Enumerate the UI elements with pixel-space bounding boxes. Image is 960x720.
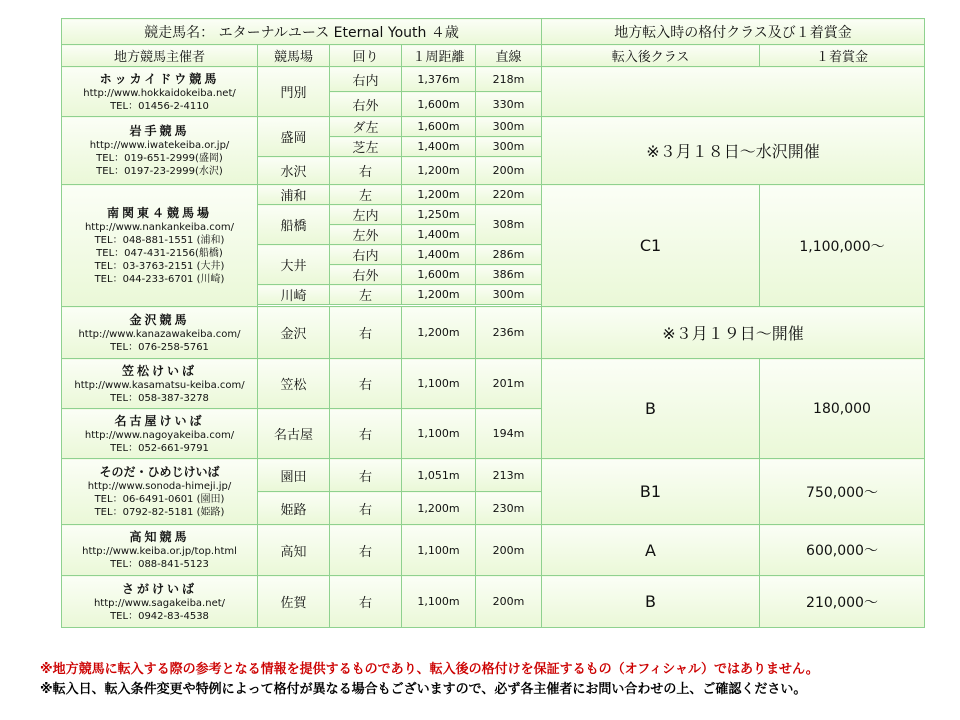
turn-cell: 芝左 [330, 137, 402, 157]
venue-kochi: 高知 [258, 525, 330, 576]
venue-sonoda: 園田 [258, 459, 330, 492]
horse-title: 競走馬名： エターナルユース Eternal Youth ４歳 [62, 19, 542, 45]
col-lap: １周距離 [402, 45, 476, 67]
iwate-note: ※３月１８日～水沢開催 [542, 117, 925, 185]
venue-kasamatsu: 笠松 [258, 359, 330, 409]
org-tel: TEL：076-258-5761 [110, 341, 209, 353]
lap-cell: 1,200m [402, 307, 476, 359]
straight-cell: 330m [476, 92, 542, 117]
venue-saga: 佐賀 [258, 576, 330, 628]
venue-mizusawa: 水沢 [258, 157, 330, 185]
venue-nagoya: 名古屋 [258, 409, 330, 459]
turn-cell: 右内 [330, 245, 402, 265]
org-name: そのだ・ひめじけいば [99, 465, 220, 479]
turn-cell: 右 [330, 409, 402, 459]
turn-cell: 右 [330, 157, 402, 185]
lap-cell: 1,600m [402, 265, 476, 285]
col-straight: 直線 [476, 45, 542, 67]
org-tel: TEL：03-3763-2151 (大井) [94, 261, 225, 272]
footnotes [40, 660, 940, 700]
col-prize: １着賞金 [760, 45, 925, 67]
venue-kanazawa: 金沢 [258, 307, 330, 359]
org-url[interactable]: http://www.keiba.or.jp/top.html [82, 546, 237, 557]
org-sonoda-himeji [62, 459, 258, 525]
venue-himeji: 姫路 [258, 492, 330, 525]
org-name: 高知競馬 [129, 530, 190, 544]
lap-cell: 1,100m [402, 359, 476, 409]
straight-cell: 236m [476, 307, 542, 359]
lap-cell: 1,100m [402, 576, 476, 628]
org-name: 南関東４競馬場 [106, 206, 212, 220]
tokai-prize: 180,000 [760, 359, 925, 459]
tokai-class: B [542, 359, 760, 459]
kochi-class: A [542, 525, 760, 576]
lap-cell: 1,376m [402, 67, 476, 92]
org-url[interactable]: http://www.iwatekeiba.or.jp/ [89, 140, 230, 151]
turn-cell: 右 [330, 576, 402, 628]
turn-cell: 左 [330, 185, 402, 205]
straight-cell: 308m [476, 205, 542, 245]
minami-prize: 1,100,000～ [760, 185, 925, 307]
lap-cell: 1,600m [402, 117, 476, 137]
org-url[interactable]: http://www.nagoyakeiba.com/ [84, 429, 235, 441]
straight-cell: 220m [476, 185, 542, 205]
straight-cell: 300m [476, 285, 542, 305]
turn-cell: 右 [330, 492, 402, 525]
org-nagoya [62, 409, 258, 459]
org-hokkaido [62, 67, 258, 117]
col-organizer: 地方競馬主催者 [62, 45, 258, 67]
turn-cell: 右 [330, 459, 402, 492]
turn-cell: 右外 [330, 92, 402, 117]
turn-cell: 右 [330, 307, 402, 359]
col-class: 転入後クラス [542, 45, 760, 67]
lap-cell: 1,200m [402, 157, 476, 185]
straight-cell: 200m [476, 525, 542, 576]
org-name: 名古屋けいば [114, 413, 205, 428]
venue-kawasaki: 川崎 [258, 285, 330, 305]
lap-cell: 1,600m [402, 92, 476, 117]
straight-cell: 300m [476, 117, 542, 137]
org-url[interactable]: http://www.kasamatsu-keiba.com/ [74, 379, 245, 391]
org-tel: TEL：047-431-2156(船橋) [96, 248, 223, 259]
org-iwate [62, 117, 258, 185]
minami-class: C1 [542, 185, 760, 307]
org-url[interactable]: http://www.sagakeiba.net/ [93, 597, 226, 609]
hokkaido-class-empty [542, 67, 925, 117]
col-venue: 競馬場 [258, 45, 330, 67]
turn-cell: 右外 [330, 265, 402, 285]
turn-cell: ダ左 [330, 117, 402, 137]
org-url[interactable]: http://www.hokkaidokeiba.net/ [83, 87, 236, 99]
turn-cell: 右内 [330, 67, 402, 92]
section-title: 地方転入時の格付クラス及び１着賞金 [542, 19, 925, 45]
org-tel: TEL：06-6491-0601 (園田) [94, 494, 225, 505]
kochi-prize: 600,000～ [760, 525, 925, 576]
venue-ooi: 大井 [258, 245, 330, 285]
org-tel: TEL：0942-83-4538 [110, 610, 209, 622]
lap-cell: 1,250m [402, 205, 476, 225]
org-url[interactable]: http://www.nankankeiba.com/ [84, 222, 235, 233]
lap-cell: 1,400m [402, 225, 476, 245]
lap-cell: 1,400m [402, 245, 476, 265]
venue-urawa: 浦和 [258, 185, 330, 205]
sonoda-class: B1 [542, 459, 760, 525]
org-minami-kanto [62, 185, 258, 307]
straight-cell: 213m [476, 459, 542, 492]
straight-cell: 201m [476, 359, 542, 409]
straight-cell: 194m [476, 409, 542, 459]
turn-cell: 右 [330, 359, 402, 409]
org-tel: TEL：058-387-3278 [110, 392, 209, 404]
org-url[interactable]: http://www.kanazawakeiba.com/ [78, 328, 241, 340]
turn-cell: 右 [330, 525, 402, 576]
org-url[interactable]: http://www.sonoda-himeji.jp/ [87, 481, 232, 492]
straight-cell: 286m [476, 245, 542, 265]
lap-cell: 1,200m [402, 185, 476, 205]
class-table [61, 18, 925, 628]
lap-cell: 1,200m [402, 285, 476, 305]
org-tel: TEL：019-651-2999(盛岡) [96, 153, 223, 164]
org-tel: TEL：088-841-5123 [110, 559, 209, 570]
org-kochi [62, 525, 258, 576]
straight-cell: 200m [476, 576, 542, 628]
org-tel: TEL：01456-2-4110 [110, 100, 209, 112]
sonoda-prize: 750,000～ [760, 459, 925, 525]
straight-cell: 200m [476, 157, 542, 185]
lap-cell: 1,400m [402, 137, 476, 157]
org-kanazawa [62, 307, 258, 359]
disclaimer-note: ※地方競馬に転入する際の参考となる情報を提供するものであり、転入後の格付けを保証するもの（オフィシャル）ではありません。 [40, 662, 819, 677]
lap-cell: 1,051m [402, 459, 476, 492]
straight-cell: 218m [476, 67, 542, 92]
straight-cell: 230m [476, 492, 542, 525]
org-saga [62, 576, 258, 628]
saga-prize: 210,000～ [760, 576, 925, 628]
venue-monbetsu: 門別 [258, 67, 330, 117]
org-tel: TEL：044-233-6701 (川崎) [94, 274, 225, 285]
org-name: 岩手競馬 [129, 124, 190, 138]
org-name: ホッカイドウ競馬 [99, 71, 220, 86]
lap-cell: 1,200m [402, 492, 476, 525]
org-kasamatsu [62, 359, 258, 409]
org-tel: TEL：048-881-1551 (浦和) [94, 235, 225, 246]
confirm-note: ※転入日、転入条件変更や特例によって格付が異なる場合もございますので、必ず各主催者にお問い合わせの上、ご確認ください。 [40, 682, 807, 697]
straight-cell: 386m [476, 265, 542, 285]
kanazawa-note: ※３月１９日～開催 [542, 307, 925, 359]
org-name: さがけいば [121, 581, 197, 596]
org-tel: TEL：0792-82-5181 (姫路) [94, 507, 225, 518]
lap-cell: 1,100m [402, 409, 476, 459]
turn-cell: 左外 [330, 225, 402, 245]
venue-funabashi: 船橋 [258, 205, 330, 245]
straight-cell: 300m [476, 137, 542, 157]
org-name: 金沢競馬 [129, 312, 190, 327]
turn-cell: 左内 [330, 205, 402, 225]
org-name: 笠松けいば [121, 363, 197, 378]
col-turn: 回り [330, 45, 402, 67]
org-tel: TEL：052-661-9791 [110, 442, 209, 454]
venue-morioka: 盛岡 [258, 117, 330, 157]
lap-cell: 1,100m [402, 525, 476, 576]
saga-class: B [542, 576, 760, 628]
org-tel: TEL：0197-23-2999(水沢) [96, 166, 223, 177]
turn-cell: 左 [330, 285, 402, 305]
